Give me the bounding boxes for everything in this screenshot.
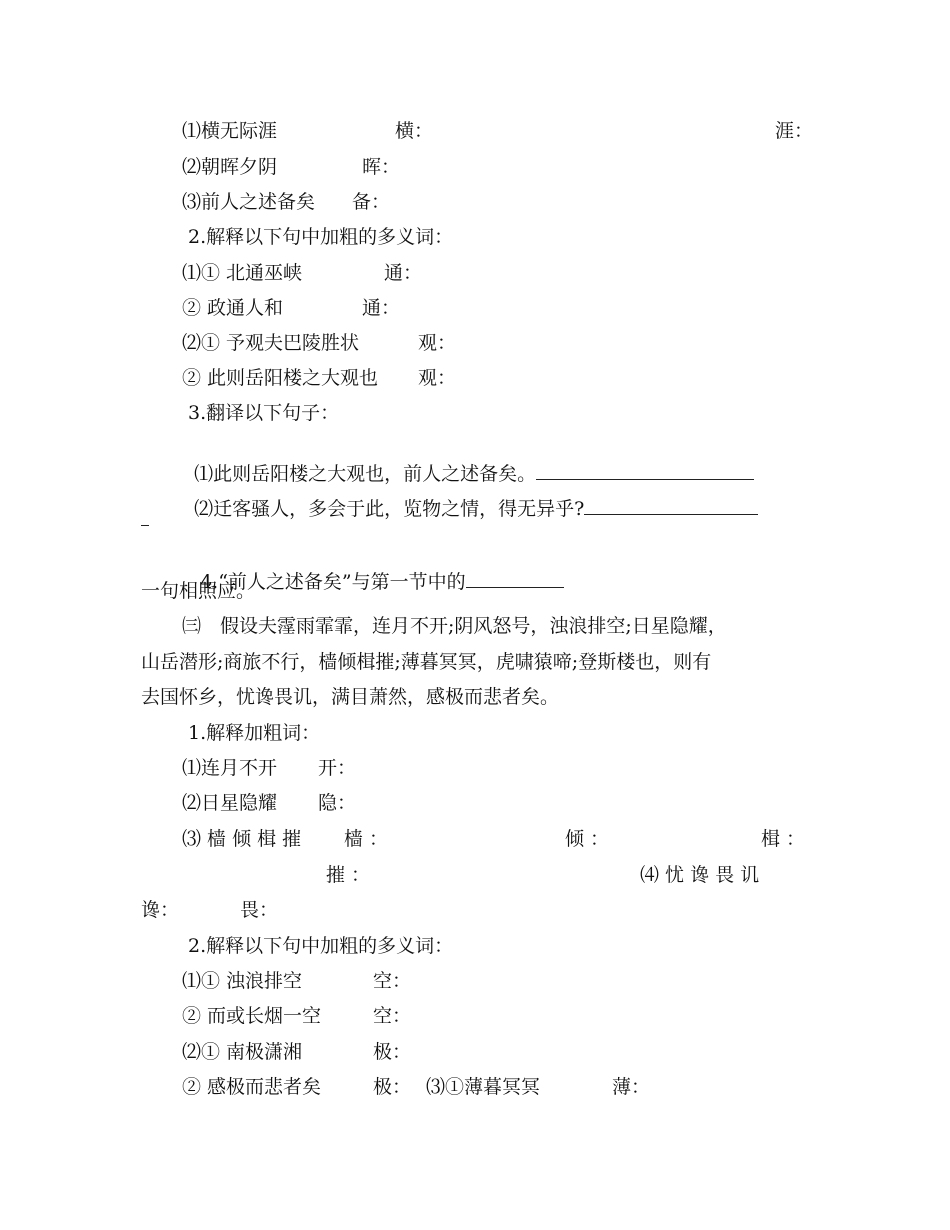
s2-q3-item-2-text: ⑵迁客骚人，多会于此，览物之情，得无异乎?	[194, 498, 585, 520]
s3-q2-item-1-a: 空：	[373, 970, 412, 992]
s2-q2-title: 2.解释以下句中加粗的多义词：	[188, 226, 454, 248]
s3-q2-item-3-a: 极：	[373, 1041, 412, 1063]
s2-q4-text: 4.“前人之述备矣”与第一节中的	[200, 571, 466, 593]
s2-q1-item-1-b: 涯：	[775, 120, 814, 142]
s3-q1-item-3-a: 樯 ：	[344, 828, 389, 850]
s3-q2-item-5-label: ⑶①薄暮冥冥	[426, 1076, 541, 1098]
s3-q2-item-2-a: 空：	[373, 1005, 412, 1027]
answer-blank[interactable]	[466, 569, 564, 588]
s3-q2-item-5-a: 薄：	[612, 1076, 651, 1098]
s3-passage-line-2: 山岳潜形;商旅不行，樯倾楫摧;薄暮冥冥，虎啸猿啼;登斯楼也，则有	[141, 651, 712, 673]
s3-passage-line-3: 去国怀乡，忧谗畏讥，满目萧然，感极而悲者矣。	[141, 686, 560, 708]
s3-q1-item-3-d: 摧 ：	[326, 864, 371, 886]
s3-q2-item-4-label: ② 感极而悲者矣	[182, 1076, 322, 1098]
s2-q2-item-3-label: ⑵① 予观夫巴陵胜状	[182, 332, 360, 354]
s2-q2-item-4-a: 观：	[418, 367, 457, 389]
s2-q2-item-2-label: ② 政通人和	[182, 297, 284, 319]
s2-q2-item-4-label: ② 此则岳阳楼之大观也	[182, 367, 379, 389]
s3-q2-item-4-a: 极：	[373, 1076, 412, 1098]
s2-q2-item-1-label: ⑴① 北通巫峡	[182, 262, 303, 284]
s2-q1-item-2-label: ⑵朝晖夕阴	[182, 156, 278, 178]
s3-q2-title: 2.解释以下句中加粗的多义词：	[188, 935, 454, 957]
s2-q1-item-3-label: ⑶前人之述备矣	[182, 191, 316, 213]
s3-q1-item-2-a: 隐：	[318, 792, 357, 814]
s2-q1-item-1-label: ⑴横无际涯	[182, 120, 278, 142]
s2-q3-item-1-text: ⑴此则岳阳楼之大观也，前人之述备矣。	[194, 463, 537, 485]
s2-q4-cont: 一句相照应。	[141, 580, 256, 602]
s2-q2-item-2-a: 通：	[362, 297, 401, 319]
s3-q1-item-4-b: 畏：	[240, 899, 279, 921]
s2-q3-item-2	[182, 472, 758, 521]
s3-q2-item-1-label: ⑴① 浊浪排空	[182, 970, 303, 992]
s2-q3-title: 3.翻译以下句子：	[188, 402, 340, 424]
s3-q1-item-4-label: ⑷ 忧 谗 畏 讥	[640, 864, 760, 886]
s3-q2-item-3-label: ⑵① 南极潇湘	[182, 1041, 303, 1063]
s3-q1-item-1-label: ⑴连月不开	[182, 757, 278, 779]
s3-q1-item-4-a: 谗：	[141, 899, 180, 921]
s2-q1-item-2-a: 晖：	[362, 156, 401, 178]
s3-q1-item-3-c: 楫 ：	[761, 828, 806, 850]
s2-q1-item-1-a: 横：	[395, 120, 434, 142]
s3-q1-item-3-label: ⑶ 樯 倾 楫 摧	[182, 828, 302, 850]
s3-q1-item-1-a: 开：	[318, 757, 357, 779]
answer-blank[interactable]	[584, 496, 758, 515]
s2-q2-item-1-a: 通：	[384, 262, 423, 284]
s3-q1-item-2-label: ⑵日星隐耀	[182, 792, 278, 814]
s2-q1-item-3-a: 备：	[352, 191, 391, 213]
s3-q2-item-2-label: ② 而或长烟一空	[182, 1005, 322, 1027]
answer-blank-continuation[interactable]	[141, 507, 149, 532]
s3-passage-line-1: ㈢ 假设夫霪雨霏霏，连月不开;阴风怒号，浊浪排空;日星隐耀，	[182, 615, 727, 637]
s3-q1-item-3-b: 倾 ：	[565, 828, 610, 850]
s3-q1-title: 1.解释加粗词：	[188, 722, 321, 744]
s2-q2-item-3-a: 观：	[418, 332, 457, 354]
